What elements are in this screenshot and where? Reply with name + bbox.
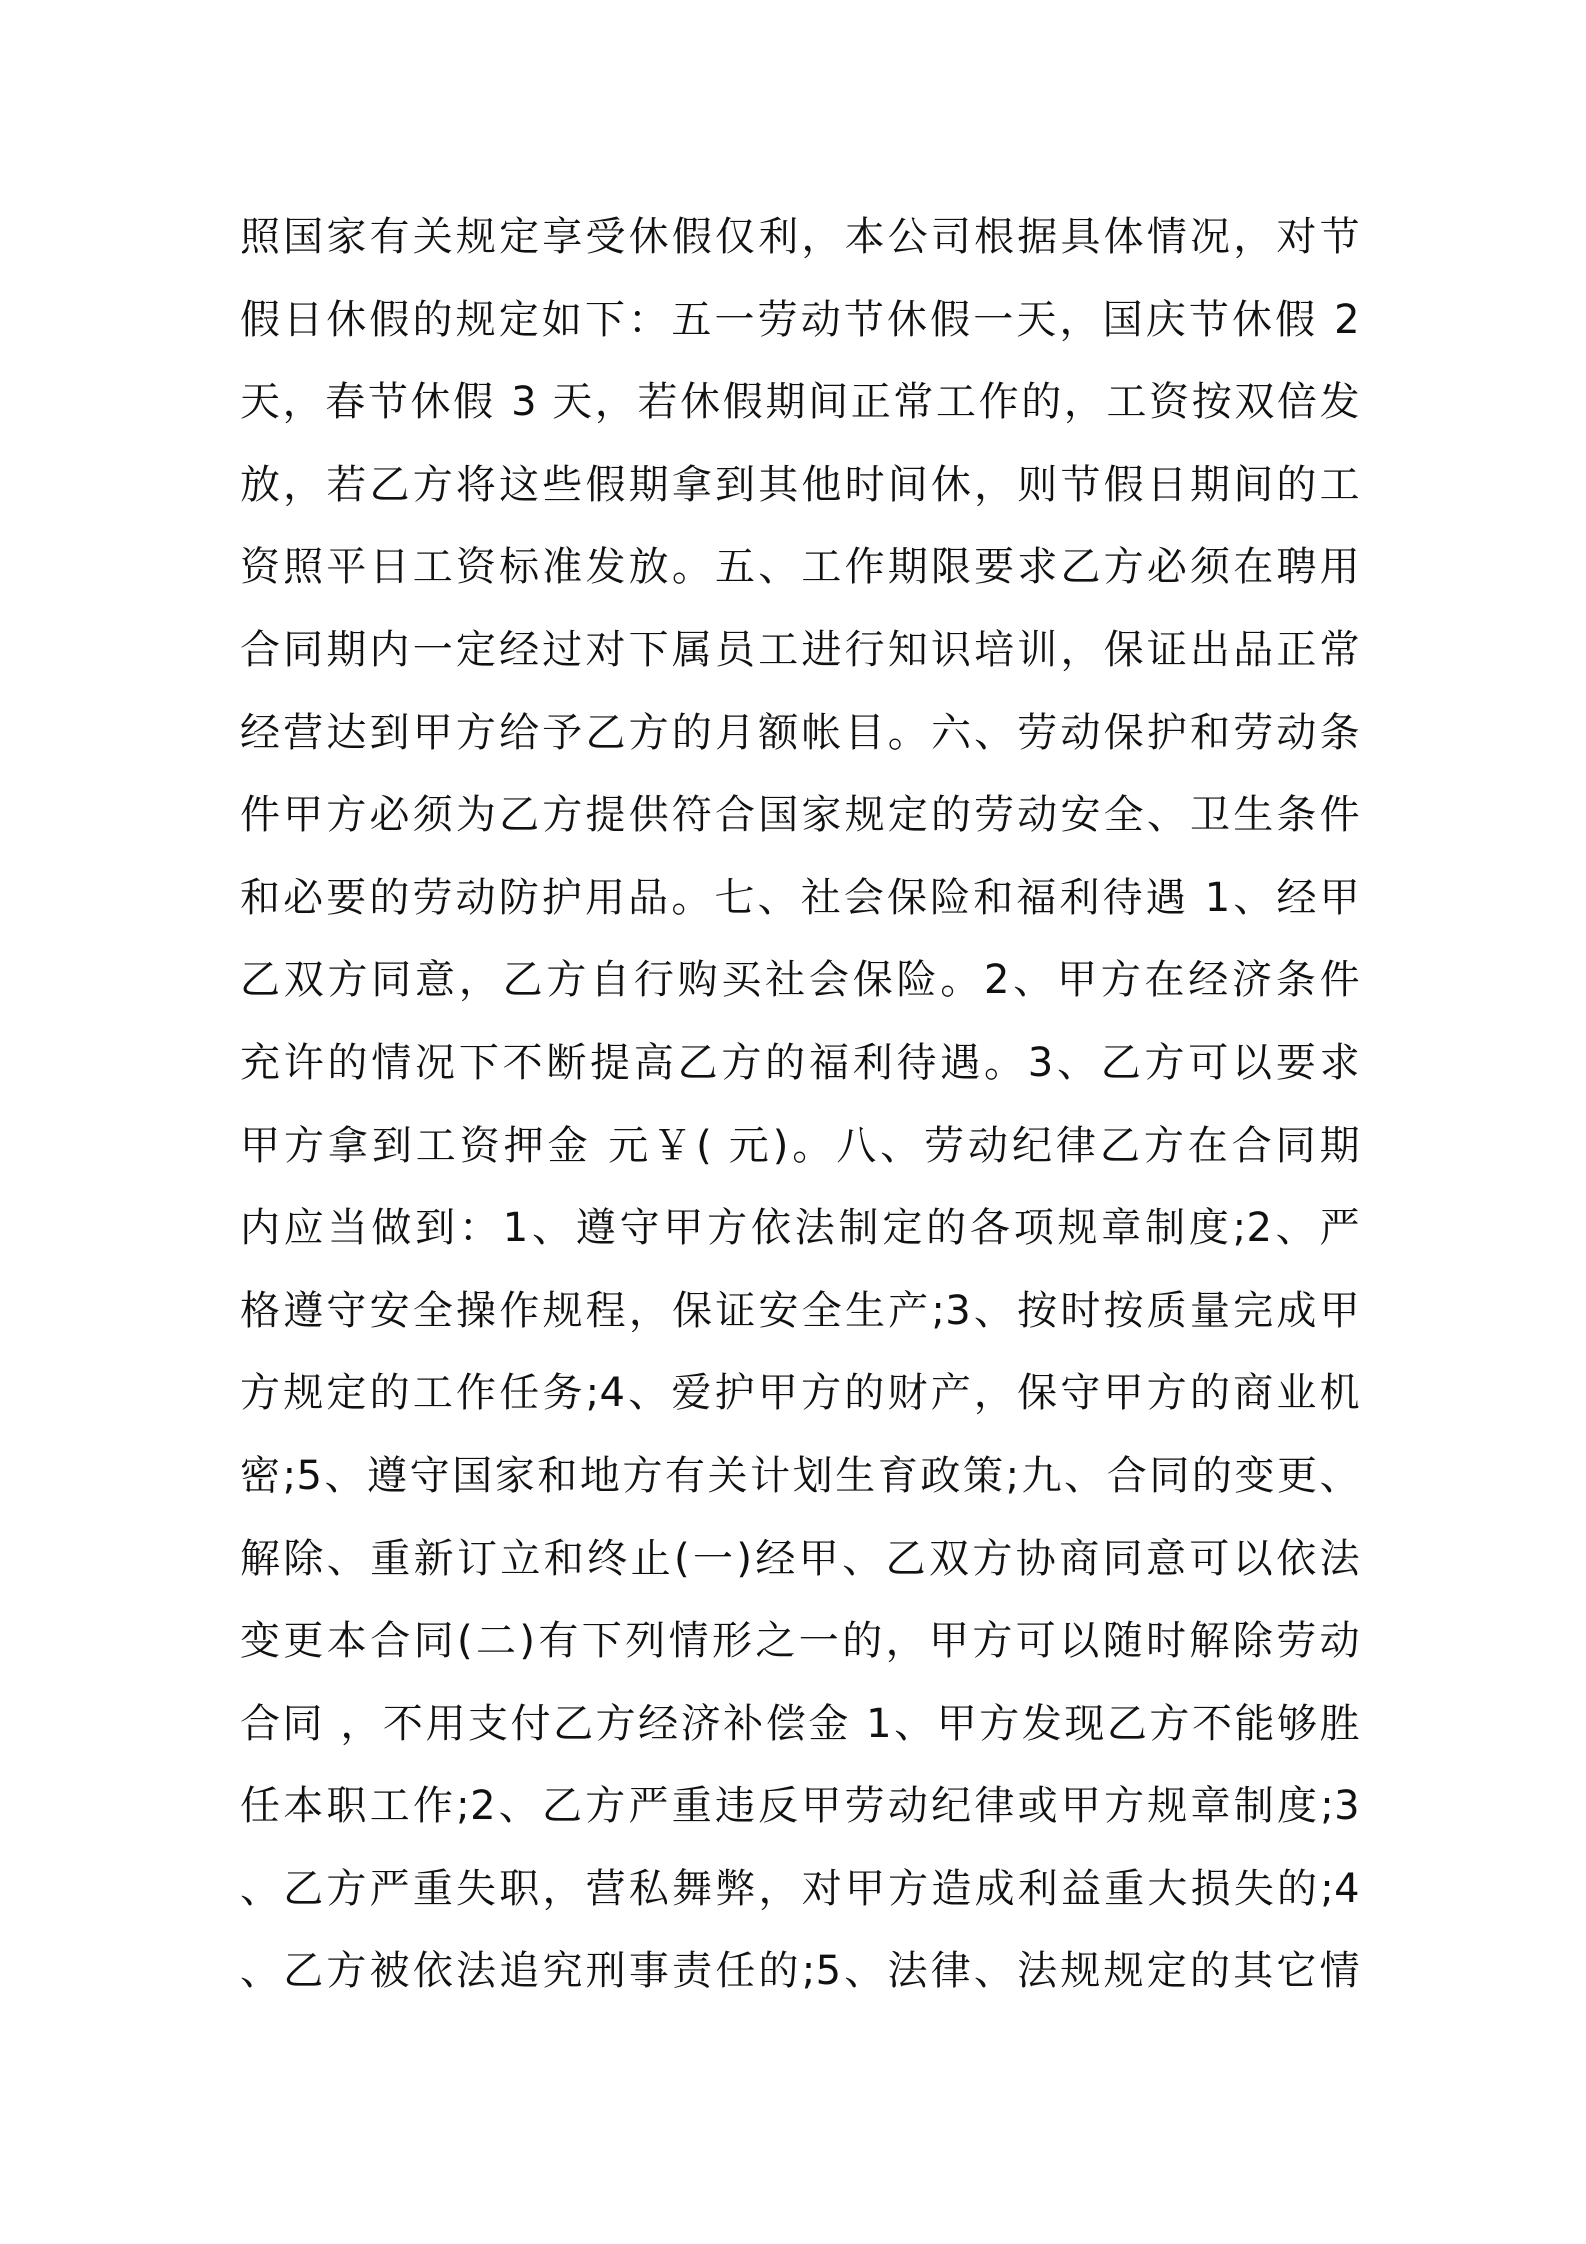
text-line: 、乙方被依法追究刑事责任的;5、法律、法规规定的其它情	[240, 1948, 1360, 1995]
text-line: 内应当做到：1、遵守甲方依法制定的各项规章制度;2、严	[240, 1205, 1360, 1252]
text-line: 乙双方同意，乙方自行购买社会保险。2、甲方在经济条件	[240, 957, 1360, 1004]
text-line: 假日休假的规定如下：五一劳动节休假一天，国庆节休假 2	[240, 296, 1360, 343]
document-body-text	[240, 196, 1360, 2013]
text-line: 合同期内一定经过对下属员工进行知识培训，保证出品正常	[240, 626, 1360, 673]
text-line: 变更本合同(二)有下列情形之一的，甲方可以随时解除劳动	[240, 1618, 1360, 1665]
text-line: 经营达到甲方给予乙方的月额帐目。六、劳动保护和劳动条	[240, 709, 1360, 756]
text-line: 任本职工作;2、乙方严重违反甲劳动纪律或甲方规章制度;3	[240, 1783, 1360, 1830]
text-line: 方规定的工作任务;4、爱护甲方的财产，保守甲方的商业机	[240, 1370, 1360, 1417]
text-line: 甲方拿到工资押金 元￥( 元)。八、劳动纪律乙方在合同期	[240, 1122, 1360, 1169]
text-line: 件甲方必须为乙方提供符合国家规定的劳动安全、卫生条件	[240, 792, 1360, 839]
text-line: 、乙方严重失职，营私舞弊，对甲方造成利益重大损失的;4	[240, 1865, 1360, 1912]
text-line: 合同 ，不用支付乙方经济补偿金 1、甲方发现乙方不能够胜	[240, 1700, 1360, 1747]
text-line: 格遵守安全操作规程，保证安全生产;3、按时按质量完成甲	[240, 1287, 1360, 1334]
text-line: 天，春节休假 3 天，若休假期间正常工作的，工资按双倍发	[240, 379, 1360, 426]
text-line: 充许的情况下不断提高乙方的福利待遇。3、乙方可以要求	[240, 1039, 1360, 1086]
text-line: 密;5、遵守国家和地方有关计划生育政策;九、合同的变更、	[240, 1452, 1360, 1499]
text-line: 解除、重新订立和终止(一)经甲、乙双方协商同意可以依法	[240, 1535, 1360, 1582]
text-line: 资照平日工资标准发放。五、工作期限要求乙方必须在聘用	[240, 544, 1360, 591]
text-line: 照国家有关规定享受休假仅利，本公司根据具体情况，对节	[240, 214, 1360, 260]
text-line: 和必要的劳动防护用品。七、社会保险和福利待遇 1、经甲	[240, 874, 1360, 921]
text-line: 放，若乙方将这些假期拿到其他时间休，则节假日期间的工	[240, 461, 1360, 508]
